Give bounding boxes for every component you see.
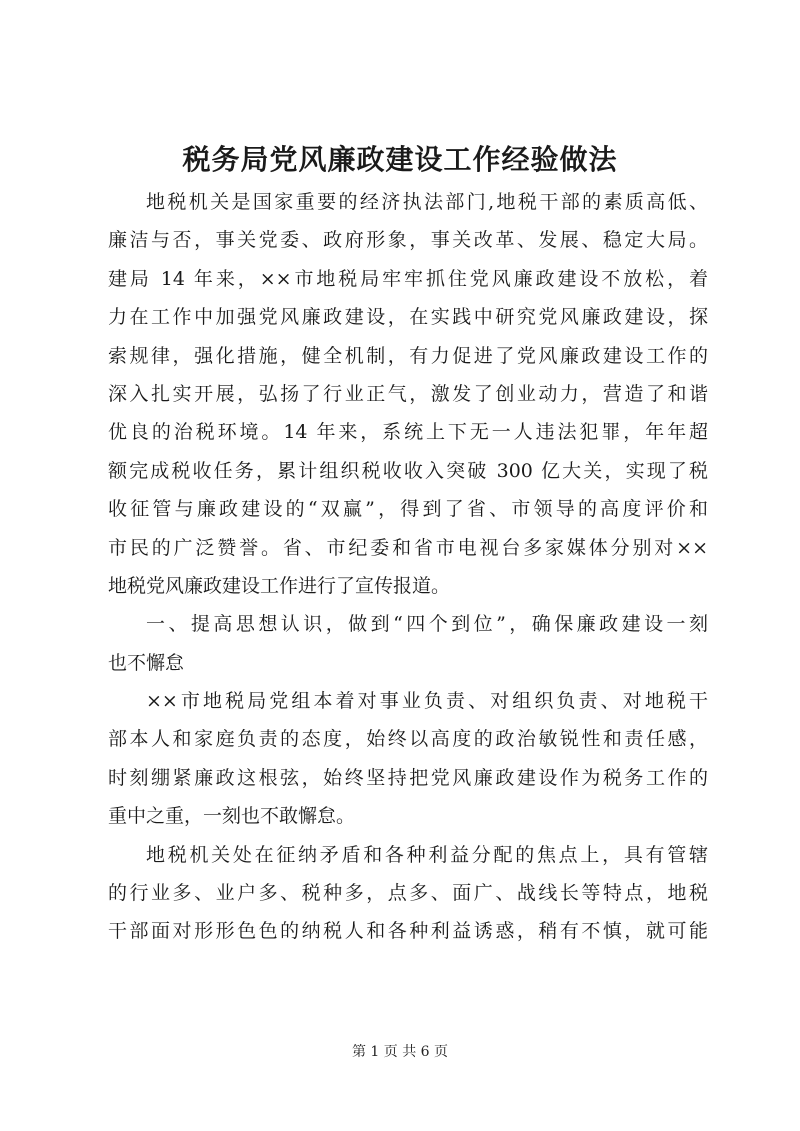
paragraph-line: ××市地税局党组本着对事业负责、对组织负责、对地税干 — [146, 690, 708, 713]
paragraph-line: 的行业多、业户多、税种多，点多、面广、战线长等特点，地税 — [108, 882, 708, 905]
paragraph-line: 市民的广泛赞誉。省、市纪委和省市电视台多家媒体分别对×× — [108, 536, 708, 559]
paragraph — [108, 836, 708, 951]
paragraph-line: 力在工作中加强党风廉政建设，在实践中研究党风廉政建设，探 — [108, 306, 708, 329]
paragraph-line: 部本人和家庭负责的态度，始终以高度的政治敏锐性和责任感， — [108, 728, 708, 751]
paragraph-line: 地税机关处在征纳矛盾和各种利益分配的焦点上，具有管辖 — [146, 843, 708, 866]
heading-line: 一、提高思想认识，做到“四个到位”，确保廉政建设一刻 — [146, 613, 708, 636]
paragraph-line: 优良的治税环境。14 年来，系统上下无一人违法犯罪，年年超 — [108, 421, 708, 444]
paragraph-line: 地税党风廉政建设工作进行了宣传报道。 — [108, 574, 451, 597]
paragraph-line: 额完成税收任务，累计组织税收收入突破 300 亿大关，实现了税 — [108, 459, 708, 482]
paragraph — [108, 183, 708, 605]
paragraph-line: 建局 14 年来，××市地税局牢牢抓住党风廉政建设不放松，着 — [108, 267, 708, 290]
paragraph-line: 时刻绷紧廉政这根弦，始终坚持把党风廉政建设作为税务工作的 — [108, 766, 708, 789]
page-footer: 第 1 页 共 6 页 — [351, 1044, 449, 1060]
paragraph-line: 地税机关是国家重要的经济执法部门,地税干部的素质高低、 — [146, 191, 708, 213]
paragraph-line: 廉洁与否，事关党委、政府形象，事关改革、发展、稳定大局。 — [108, 229, 708, 252]
document-body — [108, 183, 708, 951]
paragraph-line: 重中之重，一刻也不敢懈怠。 — [108, 805, 356, 828]
paragraph-line: 深入扎实开展，弘扬了行业正气，激发了创业动力，营造了和谐 — [108, 382, 708, 405]
paragraph-line: 收征管与廉政建设的“双赢”，得到了省、市领导的高度评价和 — [108, 498, 708, 521]
paragraph-line: 索规律，强化措施，健全机制，有力促进了党风廉政建设工作的 — [108, 344, 708, 367]
section-heading — [108, 605, 708, 682]
document-title: 税务局党风廉政建设工作经验做法 — [182, 143, 618, 176]
paragraph-line: 干部面对形形色色的纳税人和各种利益诱惑，稍有不慎，就可能 — [108, 920, 708, 943]
heading-line: 也不懈怠 — [108, 651, 185, 674]
paragraph — [108, 682, 708, 836]
